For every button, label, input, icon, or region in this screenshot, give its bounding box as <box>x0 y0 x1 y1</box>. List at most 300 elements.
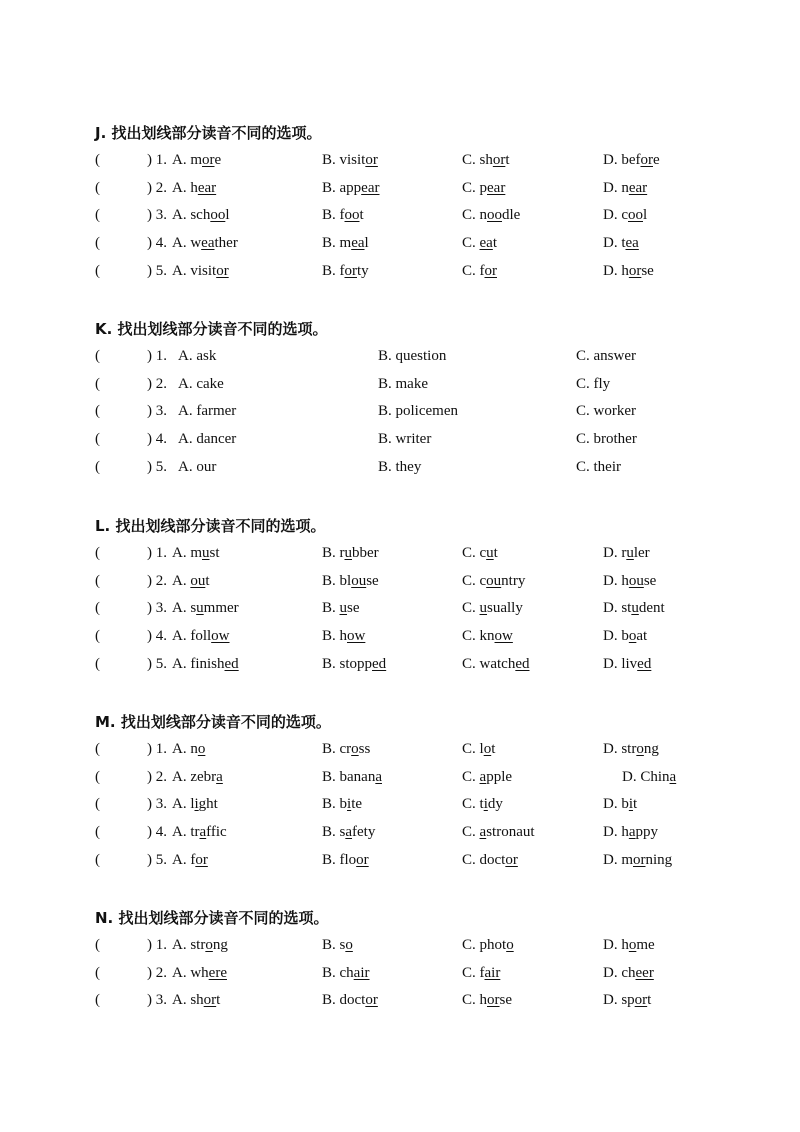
underlined-letters: or <box>640 152 653 168</box>
answer-blank-open-paren[interactable]: ( <box>95 152 100 168</box>
option-b <box>322 769 382 786</box>
option-text: se <box>347 600 360 617</box>
option-text: ght <box>198 796 218 813</box>
underlined-letters: i <box>483 796 488 813</box>
option-text: sually <box>487 600 523 617</box>
question-row <box>0 937 800 961</box>
question-number: ) 3. <box>147 600 167 617</box>
option-a <box>178 403 236 420</box>
option-c <box>576 376 610 393</box>
option-text: D. t <box>603 235 626 252</box>
underlined-letters: ou <box>628 572 644 589</box>
option-a <box>172 824 227 841</box>
option-text: ng <box>212 937 228 953</box>
option-b <box>322 573 379 590</box>
option-text: D. str <box>603 741 637 757</box>
option-text: D. b <box>603 628 629 645</box>
answer-blank-open-paren[interactable]: ( <box>95 179 100 196</box>
option-text: A. sh <box>172 992 204 1009</box>
underlined-letters: ear <box>197 179 217 196</box>
option-d <box>603 152 660 169</box>
option-text: ty <box>357 262 369 279</box>
option-text: B. m <box>322 235 352 252</box>
option-text: B. s <box>322 937 346 953</box>
option-b <box>378 376 428 393</box>
answer-blank-open-paren[interactable]: ( <box>95 403 100 420</box>
option-d <box>603 545 650 562</box>
option-b <box>322 965 370 982</box>
underlined-letters: or <box>344 262 357 279</box>
option-c <box>462 824 535 841</box>
underlined-letters: ed <box>224 655 239 672</box>
option-text: t <box>359 207 364 224</box>
question-row <box>0 628 800 652</box>
question-row <box>0 348 800 372</box>
answer-blank-open-paren[interactable]: ( <box>95 824 100 841</box>
option-text: A. farmer <box>178 403 237 420</box>
option-text: B. make <box>378 375 428 392</box>
option-text: C. brother <box>576 431 637 448</box>
option-b <box>322 824 375 841</box>
underlined-letters: or <box>505 851 518 868</box>
option-text: at <box>636 628 648 645</box>
option-text: A. finish <box>172 655 225 672</box>
option-text: B. h <box>322 628 348 645</box>
underlined-letters: a <box>345 824 353 841</box>
underlined-letters: o <box>506 937 514 953</box>
question-number: ) 4. <box>147 824 167 841</box>
option-text: A. our <box>178 458 217 475</box>
option-text: A. zebr <box>172 768 217 785</box>
option-text: C. phot <box>462 937 507 953</box>
option-text: D. h <box>603 262 629 279</box>
option-text: A. cake <box>178 375 224 392</box>
option-b <box>322 741 370 758</box>
section-title: L. 找出划线部分读音不同的选项。 <box>95 517 326 535</box>
option-text: A. visit <box>172 262 217 279</box>
underlined-letters: ear <box>487 179 506 196</box>
section-title: M. 找出划线部分读音不同的选项。 <box>95 713 331 731</box>
option-text: ss <box>358 741 371 757</box>
answer-blank-open-paren[interactable]: ( <box>95 796 100 813</box>
underlined-letters: o <box>628 628 637 645</box>
question-row <box>0 403 800 427</box>
option-d <box>603 207 647 224</box>
option-text: t <box>647 992 652 1009</box>
underlined-letters: i <box>194 796 199 813</box>
answer-blank-open-paren[interactable]: ( <box>95 964 100 981</box>
option-c <box>462 796 503 813</box>
question-number: ) 2. <box>147 964 167 981</box>
option-text: C. watch <box>462 655 516 672</box>
option-b <box>322 600 360 617</box>
underlined-letters: a <box>479 824 487 841</box>
option-d <box>603 992 651 1009</box>
answer-blank-open-paren[interactable]: ( <box>95 741 100 757</box>
option-c <box>576 431 637 448</box>
option-text: B. app <box>322 179 362 196</box>
option-text: B. b <box>322 796 348 813</box>
underlined-letters: ow <box>211 628 230 645</box>
question-row <box>0 263 800 287</box>
question-number: ) 3. <box>147 796 167 813</box>
option-text: ler <box>633 545 650 561</box>
question-row <box>0 152 800 176</box>
underlined-letters: ed <box>372 655 387 672</box>
option-text: te <box>351 796 363 813</box>
option-text: B. s <box>322 824 346 841</box>
option-b <box>322 656 386 673</box>
option-d <box>603 741 659 758</box>
option-a <box>178 459 216 476</box>
option-text: ning <box>645 851 673 868</box>
underlined-letters: oo <box>210 207 226 224</box>
question-row <box>0 656 800 680</box>
option-text: B. they <box>378 458 422 475</box>
option-c <box>462 852 518 869</box>
option-text: C. fly <box>576 375 611 392</box>
option-text: B. f <box>322 207 345 224</box>
question-row <box>0 796 800 820</box>
underlined-letters: a <box>199 824 207 841</box>
question-row <box>0 992 800 1016</box>
underlined-letters: u <box>202 545 210 561</box>
option-text: ther <box>214 235 238 252</box>
option-text: C. c <box>462 572 487 589</box>
option-d <box>603 263 654 280</box>
option-a <box>172 545 220 562</box>
answer-blank-open-paren[interactable]: ( <box>95 458 100 475</box>
option-text: ntry <box>501 572 526 589</box>
question-row <box>0 769 800 793</box>
option-text: B. cr <box>322 741 352 757</box>
option-b <box>378 459 421 476</box>
answer-blank-open-paren[interactable]: ( <box>95 545 100 561</box>
underlined-letters: u <box>196 600 204 617</box>
underlined-letters: u <box>339 600 348 617</box>
option-text: t <box>492 235 498 252</box>
option-text: A. h <box>172 179 198 196</box>
underlined-letters: or <box>202 152 215 168</box>
option-text: D. r <box>603 545 627 561</box>
option-b <box>322 937 353 954</box>
option-b <box>378 403 458 420</box>
option-text: D. h <box>603 937 629 953</box>
option-b <box>322 180 379 197</box>
option-text: A. n <box>172 741 198 757</box>
answer-blank-open-paren[interactable]: ( <box>95 937 100 953</box>
question-row <box>0 600 800 624</box>
option-text: D. m <box>603 851 633 868</box>
option-text: t <box>493 545 498 561</box>
option-d <box>603 628 647 645</box>
option-a <box>172 965 227 982</box>
underlined-letters: ear <box>628 179 648 196</box>
option-d <box>603 656 651 673</box>
option-a <box>172 600 239 617</box>
option-d <box>603 180 647 197</box>
option-c <box>462 656 530 673</box>
question-number: ) 3. <box>147 207 167 224</box>
underlined-letters: or <box>487 992 500 1009</box>
underlined-letters: a <box>669 768 677 785</box>
underlined-letters: ed <box>515 655 530 672</box>
underlined-letters: ea <box>625 235 639 252</box>
option-text: C. kn <box>462 628 495 645</box>
option-text: A. l <box>172 796 195 813</box>
question-row <box>0 180 800 204</box>
option-c <box>462 180 505 197</box>
underlined-letters: o <box>345 937 353 953</box>
option-a <box>172 207 230 224</box>
option-c <box>462 207 520 224</box>
answer-blank-open-paren[interactable]: ( <box>95 262 100 279</box>
option-a <box>172 152 221 169</box>
underlined-letters: ear <box>361 179 380 196</box>
underlined-letters: or <box>628 262 642 279</box>
answer-blank-open-paren[interactable]: ( <box>95 768 100 785</box>
question-number: ) 2. <box>147 572 167 589</box>
option-text: B. question <box>378 348 447 364</box>
option-text: bber <box>352 545 379 561</box>
option-a <box>178 376 224 393</box>
option-text: C. doct <box>462 851 506 868</box>
underlined-letters: ere <box>208 964 227 981</box>
underlined-letters: oo <box>628 207 643 224</box>
option-text: C. p <box>462 179 488 196</box>
question-number: ) 2. <box>147 768 167 785</box>
option-text: D. st <box>603 600 632 617</box>
underlined-letters: o <box>351 741 359 757</box>
underlined-letters: or <box>356 851 369 868</box>
option-text: D. Chin <box>622 768 670 785</box>
question-number: ) 3. <box>147 403 167 420</box>
option-text: A. m <box>172 152 202 168</box>
option-text: C. <box>462 235 480 252</box>
underlined-letters: ou <box>486 572 502 589</box>
question-number: ) 1. <box>147 152 167 168</box>
option-a <box>172 628 230 645</box>
option-text: C. c <box>462 545 487 561</box>
option-text: t <box>633 796 638 813</box>
question-row <box>0 824 800 848</box>
option-c <box>462 545 498 562</box>
option-text: D. c <box>603 207 628 224</box>
underlined-letters: o <box>205 937 213 953</box>
underlined-letters: ow <box>347 628 366 645</box>
option-text: se <box>643 572 657 589</box>
option-text: A. str <box>172 937 206 953</box>
option-text: se <box>641 262 654 279</box>
option-text: ppy <box>635 824 659 841</box>
option-text: B. <box>322 600 340 617</box>
underlined-letters: or <box>365 152 378 168</box>
option-a <box>172 235 238 252</box>
option-b <box>322 545 379 562</box>
answer-blank-open-paren[interactable]: ( <box>95 431 100 448</box>
option-d <box>603 937 655 954</box>
underlined-letters: eer <box>635 964 654 981</box>
option-b <box>378 348 446 365</box>
option-b <box>322 628 365 645</box>
option-text: B. ch <box>322 964 354 981</box>
question-row <box>0 376 800 400</box>
underlined-letters: a <box>216 768 223 785</box>
option-c <box>462 573 525 590</box>
option-text: C. <box>462 824 480 841</box>
option-text: st <box>209 545 220 561</box>
option-text: D. n <box>603 179 629 196</box>
option-text: C. worker <box>576 403 636 420</box>
answer-blank-open-paren[interactable]: ( <box>95 207 100 224</box>
question-number: ) 4. <box>147 431 167 448</box>
option-text: C. <box>462 600 480 617</box>
option-text: D. sp <box>603 992 635 1009</box>
underlined-letters: or <box>633 851 646 868</box>
underlined-letters: u <box>344 545 352 561</box>
option-text: B. bl <box>322 572 352 589</box>
option-text: ng <box>643 741 659 757</box>
underlined-letters: ed <box>637 655 652 672</box>
option-c <box>462 628 513 645</box>
answer-blank-open-paren[interactable]: ( <box>95 628 100 645</box>
underlined-letters: u <box>631 600 639 617</box>
question-row <box>0 459 800 483</box>
option-text: B. f <box>322 262 345 279</box>
option-text: l <box>643 207 648 224</box>
option-c <box>462 263 497 280</box>
option-c <box>576 403 636 420</box>
question-row <box>0 741 800 765</box>
question-number: ) 1. <box>147 348 167 364</box>
option-d <box>603 796 637 813</box>
option-b <box>378 431 431 448</box>
underlined-letters: a <box>375 768 382 785</box>
option-c <box>462 992 512 1009</box>
option-text: D. h <box>603 572 629 589</box>
option-text: C. <box>462 768 480 785</box>
question-number: ) 1. <box>147 741 167 757</box>
answer-blank-open-paren[interactable]: ( <box>95 572 100 589</box>
option-text: fety <box>352 824 376 841</box>
option-text: C. n <box>462 207 488 224</box>
question-number: ) 2. <box>147 179 167 196</box>
option-d <box>622 769 676 786</box>
option-text: B. r <box>322 545 345 561</box>
option-b <box>322 852 369 869</box>
option-text: B. writer <box>378 431 432 448</box>
answer-blank-open-paren[interactable]: ( <box>95 992 100 1009</box>
option-a <box>172 937 228 954</box>
option-text: A. m <box>172 545 202 561</box>
answer-blank-open-paren[interactable]: ( <box>95 375 100 392</box>
underlined-letters: ea <box>201 235 215 252</box>
option-d <box>603 235 639 252</box>
option-a <box>172 180 216 197</box>
option-d <box>603 573 656 590</box>
underlined-letters: o <box>636 741 644 757</box>
underlined-letters: ea <box>479 235 493 252</box>
underlined-letters: or <box>484 262 497 279</box>
option-text: C. f <box>462 262 485 279</box>
option-text: D. ch <box>603 964 636 981</box>
option-text: C. h <box>462 992 488 1009</box>
option-a <box>172 263 229 280</box>
question-number: ) 1. <box>147 937 167 953</box>
underlined-letters: or <box>492 152 506 168</box>
question-row <box>0 852 800 876</box>
option-text: B. flo <box>322 851 357 868</box>
option-a <box>178 431 236 448</box>
option-c <box>576 348 636 365</box>
underlined-letters: oo <box>487 207 503 224</box>
option-d <box>603 824 658 841</box>
underlined-letters: or <box>195 851 208 868</box>
answer-blank-open-paren[interactable]: ( <box>95 655 100 672</box>
underlined-letters: or <box>216 262 229 279</box>
option-d <box>603 965 654 982</box>
option-text: D. b <box>603 796 629 813</box>
question-number: ) 1. <box>147 545 167 561</box>
underlined-letters: i <box>628 796 634 813</box>
option-text: me <box>636 937 655 953</box>
option-b <box>322 152 378 169</box>
option-text: e <box>214 152 222 168</box>
option-text: C. answer <box>576 348 636 364</box>
option-text: A. s <box>172 600 197 617</box>
question-number: ) 2. <box>147 375 167 392</box>
answer-blank-open-paren[interactable]: ( <box>95 851 100 868</box>
answer-blank-open-paren[interactable]: ( <box>95 348 100 364</box>
option-text: e <box>653 152 660 168</box>
question-row <box>0 545 800 569</box>
option-c <box>462 769 512 786</box>
option-text: C. f <box>462 964 485 981</box>
answer-blank-open-paren[interactable]: ( <box>95 235 100 252</box>
option-c <box>462 152 510 169</box>
option-text: dy <box>487 796 503 813</box>
option-text: dle <box>502 207 521 224</box>
option-text: A. f <box>172 851 196 868</box>
option-a <box>172 992 220 1009</box>
option-text: C. their <box>576 458 621 475</box>
option-text: se <box>499 992 513 1009</box>
option-text: A. foll <box>172 628 212 645</box>
option-text: B. visit <box>322 152 366 168</box>
option-c <box>462 965 500 982</box>
option-c <box>462 235 497 252</box>
answer-blank-open-paren[interactable]: ( <box>95 600 100 617</box>
option-c <box>462 741 495 758</box>
underlined-letters: air <box>353 964 370 981</box>
option-text: C. sh <box>462 152 493 168</box>
option-b <box>322 207 364 224</box>
option-text: t <box>216 992 221 1009</box>
underlined-letters: o <box>628 937 637 953</box>
option-text: A. w <box>172 235 202 252</box>
section-title: N. 找出划线部分读音不同的选项。 <box>95 909 329 927</box>
underlined-letters: ow <box>494 628 513 645</box>
option-b <box>322 263 369 280</box>
option-d <box>603 852 672 869</box>
underlined-letters: or <box>634 992 648 1009</box>
option-text: A. ask <box>178 348 217 364</box>
option-a <box>172 852 208 869</box>
option-text: B. banan <box>322 768 376 785</box>
question-row <box>0 207 800 231</box>
option-text: se <box>366 572 379 589</box>
section-title: K. 找出划线部分读音不同的选项。 <box>95 320 328 338</box>
